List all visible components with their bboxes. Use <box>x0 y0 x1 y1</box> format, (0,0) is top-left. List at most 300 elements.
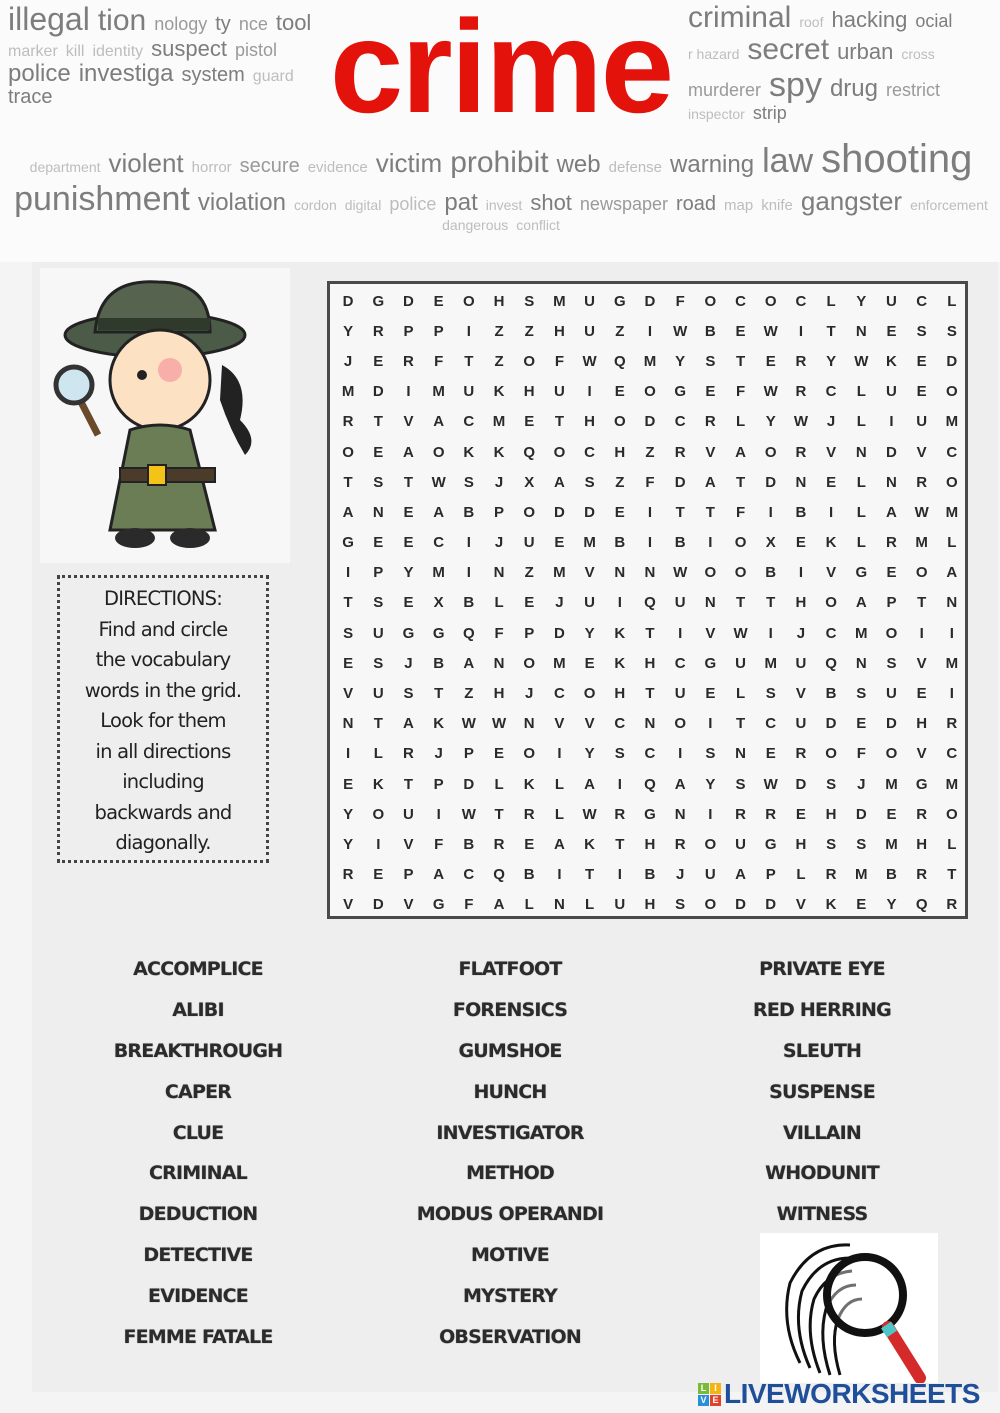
grid-cell[interactable]: I <box>708 805 713 823</box>
grid-cell[interactable]: E <box>886 564 897 582</box>
grid-cell[interactable]: A <box>704 473 716 491</box>
grid-cell[interactable]: R <box>916 866 928 884</box>
grid-cell[interactable]: Q <box>613 352 626 370</box>
grid-cell[interactable]: D <box>795 775 807 793</box>
grid-cell[interactable]: I <box>949 685 954 703</box>
grid-cell[interactable]: C <box>916 292 928 310</box>
grid-cell[interactable]: E <box>614 383 625 401</box>
grid-cell[interactable]: O <box>946 473 958 491</box>
grid-cell[interactable]: H <box>644 654 656 672</box>
grid-cell[interactable]: O <box>644 383 656 401</box>
grid-cell[interactable]: B <box>704 322 716 340</box>
grid-cell[interactable]: B <box>523 866 535 884</box>
grid-cell[interactable]: E <box>916 352 927 370</box>
grid-cell[interactable]: V <box>554 715 565 733</box>
grid-cell[interactable]: Y <box>765 413 776 431</box>
grid-cell[interactable]: W <box>673 564 688 582</box>
grid-cell[interactable]: F <box>675 292 685 310</box>
grid-cell[interactable]: U <box>674 685 686 703</box>
grid-cell[interactable]: E <box>856 715 867 733</box>
grid-cell[interactable]: R <box>916 473 928 491</box>
grid-cell[interactable]: V <box>705 624 716 642</box>
grid-cell[interactable]: Z <box>645 443 655 461</box>
grid-cell[interactable]: R <box>916 805 928 823</box>
grid-cell[interactable]: M <box>885 835 898 853</box>
grid-cell[interactable]: I <box>647 503 653 521</box>
grid-cell[interactable]: M <box>553 654 566 672</box>
grid-cell[interactable]: H <box>795 594 807 612</box>
grid-cell[interactable]: B <box>463 835 475 853</box>
grid-cell[interactable]: R <box>946 896 958 914</box>
grid-cell[interactable]: L <box>856 503 866 521</box>
grid-cell[interactable]: J <box>555 594 564 612</box>
grid-cell[interactable]: V <box>705 443 716 461</box>
grid-cell[interactable]: N <box>674 805 686 823</box>
grid-cell[interactable]: G <box>342 534 354 552</box>
grid-cell[interactable]: M <box>945 654 959 672</box>
grid-cell[interactable]: V <box>826 443 837 461</box>
grid-cell[interactable]: A <box>463 654 475 672</box>
grid-cell[interactable]: K <box>493 443 505 461</box>
grid-cell[interactable]: V <box>795 896 806 914</box>
grid-cell[interactable]: O <box>342 443 354 461</box>
grid-cell[interactable]: I <box>376 835 381 853</box>
grid-cell[interactable]: O <box>523 352 536 370</box>
grid-cell[interactable]: M <box>915 534 928 552</box>
grid-cell[interactable]: L <box>585 896 595 914</box>
grid-cell[interactable]: E <box>705 685 716 703</box>
grid-cell[interactable]: T <box>917 594 927 612</box>
grid-cell[interactable]: C <box>463 866 475 884</box>
grid-cell[interactable]: Y <box>675 352 686 370</box>
grid-cell[interactable]: A <box>342 503 354 521</box>
grid-cell[interactable]: N <box>493 564 505 582</box>
grid-cell[interactable]: A <box>433 413 445 431</box>
grid-cell[interactable]: I <box>466 534 471 552</box>
grid-cell[interactable]: M <box>764 654 777 672</box>
grid-cell[interactable]: L <box>826 292 836 310</box>
grid-cell[interactable]: E <box>373 866 384 884</box>
grid-cell[interactable]: S <box>403 685 414 703</box>
grid-cell[interactable]: A <box>886 503 897 521</box>
grid-cell[interactable]: E <box>433 292 444 310</box>
grid-cell[interactable]: H <box>644 896 656 914</box>
grid-cell[interactable]: S <box>373 473 384 491</box>
grid-cell[interactable]: T <box>494 805 504 823</box>
grid-cell[interactable]: H <box>614 443 626 461</box>
grid-cell[interactable]: P <box>494 503 505 521</box>
grid-cell[interactable]: W <box>461 805 476 823</box>
grid-cell[interactable]: U <box>372 624 384 642</box>
grid-cell[interactable]: B <box>825 685 837 703</box>
grid-cell[interactable]: E <box>765 352 776 370</box>
grid-cell[interactable]: G <box>855 564 868 582</box>
grid-cell[interactable]: S <box>856 835 867 853</box>
grid-cell[interactable]: L <box>735 413 746 431</box>
grid-cell[interactable]: I <box>466 564 471 582</box>
grid-cell[interactable]: E <box>826 473 837 491</box>
grid-cell[interactable]: H <box>493 292 505 310</box>
grid-cell[interactable]: O <box>613 413 626 431</box>
grid-cell[interactable]: N <box>523 715 535 733</box>
grid-cell[interactable]: I <box>949 624 954 642</box>
grid-cell[interactable]: J <box>675 866 685 884</box>
grid-cell[interactable]: W <box>582 352 597 370</box>
grid-cell[interactable]: G <box>915 775 928 793</box>
grid-cell[interactable]: F <box>645 473 655 491</box>
grid-cell[interactable]: B <box>463 594 475 612</box>
grid-cell[interactable]: C <box>584 443 596 461</box>
grid-cell[interactable]: M <box>945 413 959 431</box>
grid-cell[interactable]: D <box>553 503 565 521</box>
grid-cell[interactable]: Q <box>523 443 536 461</box>
grid-cell[interactable]: L <box>856 413 866 431</box>
grid-cell[interactable]: I <box>678 624 683 642</box>
grid-cell[interactable]: F <box>735 503 746 521</box>
grid-cell[interactable]: H <box>523 383 535 401</box>
grid-cell[interactable]: H <box>614 685 626 703</box>
grid-cell[interactable]: V <box>826 564 837 582</box>
grid-cell[interactable]: V <box>403 413 414 431</box>
grid-cell[interactable]: T <box>554 413 564 431</box>
grid-cell[interactable]: N <box>946 594 958 612</box>
grid-cell[interactable]: I <box>466 322 471 340</box>
grid-cell[interactable]: J <box>343 352 353 370</box>
grid-cell[interactable]: L <box>735 685 746 703</box>
grid-cell[interactable]: J <box>494 534 504 552</box>
grid-cell[interactable]: R <box>372 322 384 340</box>
grid-cell[interactable]: A <box>403 715 414 733</box>
grid-cell[interactable]: U <box>584 322 596 340</box>
grid-cell[interactable]: E <box>524 413 535 431</box>
grid-cell[interactable]: I <box>557 745 562 763</box>
grid-cell[interactable]: D <box>825 715 837 733</box>
grid-cell[interactable]: Z <box>615 473 625 491</box>
grid-cell[interactable]: D <box>644 292 656 310</box>
grid-cell[interactable]: W <box>763 383 778 401</box>
grid-cell[interactable]: B <box>765 564 777 582</box>
grid-cell[interactable]: N <box>855 322 867 340</box>
grid-cell[interactable]: L <box>947 292 957 310</box>
grid-cell[interactable]: Z <box>494 352 504 370</box>
grid-cell[interactable]: T <box>735 594 746 612</box>
grid-cell[interactable]: R <box>342 413 354 431</box>
grid-cell[interactable]: D <box>765 896 777 914</box>
grid-cell[interactable]: T <box>735 473 746 491</box>
grid-cell[interactable]: Z <box>524 564 534 582</box>
grid-cell[interactable]: O <box>885 745 898 763</box>
grid-cell[interactable]: U <box>704 866 716 884</box>
grid-cell[interactable]: M <box>432 383 445 401</box>
grid-cell[interactable]: T <box>645 624 655 642</box>
grid-cell[interactable]: U <box>523 534 535 552</box>
liveworksheets-logo[interactable] <box>698 1378 980 1410</box>
grid-cell[interactable]: O <box>674 715 686 733</box>
grid-cell[interactable]: H <box>825 805 837 823</box>
grid-cell[interactable]: I <box>708 534 713 552</box>
grid-cell[interactable]: R <box>795 352 807 370</box>
grid-cell[interactable]: R <box>946 715 958 733</box>
grid-cell[interactable]: E <box>343 775 354 793</box>
grid-cell[interactable]: I <box>647 322 653 340</box>
grid-cell[interactable]: A <box>403 443 414 461</box>
grid-cell[interactable]: N <box>644 564 656 582</box>
grid-cell[interactable]: D <box>372 383 384 401</box>
grid-cell[interactable]: R <box>825 866 837 884</box>
grid-cell[interactable]: H <box>916 715 928 733</box>
grid-cell[interactable]: U <box>674 594 686 612</box>
grid-cell[interactable]: L <box>524 896 534 914</box>
grid-cell[interactable]: K <box>463 443 475 461</box>
grid-cell[interactable]: S <box>584 473 595 491</box>
grid-cell[interactable]: I <box>617 775 622 793</box>
grid-cell[interactable]: C <box>433 534 445 552</box>
grid-cell[interactable]: X <box>524 473 535 491</box>
grid-cell[interactable]: A <box>584 775 596 793</box>
grid-cell[interactable]: B <box>463 503 475 521</box>
grid-cell[interactable]: T <box>705 503 715 521</box>
grid-cell[interactable]: D <box>674 473 686 491</box>
grid-cell[interactable]: S <box>675 896 686 914</box>
grid-cell[interactable]: P <box>886 594 897 612</box>
grid-cell[interactable]: U <box>614 896 626 914</box>
grid-cell[interactable]: Y <box>886 896 897 914</box>
grid-cell[interactable]: O <box>764 292 777 310</box>
grid-cell[interactable]: Q <box>825 654 837 672</box>
grid-cell[interactable]: T <box>766 594 776 612</box>
grid-cell[interactable]: R <box>493 835 505 853</box>
grid-cell[interactable]: D <box>463 775 475 793</box>
grid-cell[interactable]: R <box>614 805 626 823</box>
grid-cell[interactable]: W <box>914 503 929 521</box>
grid-cell[interactable]: G <box>372 292 385 310</box>
grid-cell[interactable]: D <box>553 624 565 642</box>
grid-cell[interactable]: C <box>674 654 686 672</box>
grid-cell[interactable]: V <box>403 896 414 914</box>
grid-cell[interactable]: C <box>825 383 837 401</box>
grid-cell[interactable]: O <box>372 805 385 823</box>
grid-cell[interactable]: C <box>553 685 565 703</box>
grid-cell[interactable]: T <box>585 866 595 884</box>
grid-cell[interactable]: C <box>946 443 958 461</box>
grid-cell[interactable]: G <box>644 805 656 823</box>
grid-cell[interactable]: I <box>346 745 351 763</box>
grid-cell[interactable]: Q <box>644 775 656 793</box>
grid-cell[interactable]: B <box>614 534 626 552</box>
grid-cell[interactable]: N <box>342 715 354 733</box>
grid-cell[interactable]: J <box>525 685 534 703</box>
grid-cell[interactable]: S <box>886 654 897 672</box>
grid-cell[interactable]: T <box>343 473 353 491</box>
grid-cell[interactable]: M <box>583 534 596 552</box>
grid-cell[interactable]: D <box>886 443 897 461</box>
grid-cell[interactable]: O <box>825 745 837 763</box>
grid-cell[interactable]: K <box>433 715 445 733</box>
grid-cell[interactable]: D <box>735 896 746 914</box>
grid-cell[interactable]: K <box>584 835 596 853</box>
grid-cell[interactable]: S <box>705 745 716 763</box>
grid-cell[interactable]: G <box>613 292 626 310</box>
grid-cell[interactable]: I <box>678 745 683 763</box>
grid-cell[interactable]: I <box>557 866 562 884</box>
grid-cell[interactable]: S <box>705 352 716 370</box>
grid-cell[interactable]: M <box>885 775 898 793</box>
grid-cell[interactable]: L <box>554 805 564 823</box>
grid-cell[interactable]: F <box>494 624 504 642</box>
grid-cell[interactable]: F <box>554 352 564 370</box>
grid-cell[interactable]: A <box>433 866 445 884</box>
grid-cell[interactable]: I <box>829 503 834 521</box>
grid-cell[interactable]: W <box>491 715 507 733</box>
grid-cell[interactable]: I <box>406 383 411 401</box>
grid-cell[interactable]: V <box>343 896 354 914</box>
grid-cell[interactable]: S <box>463 473 474 491</box>
grid-cell[interactable]: U <box>916 413 928 431</box>
grid-cell[interactable]: T <box>645 685 655 703</box>
grid-cell[interactable]: T <box>464 352 474 370</box>
grid-cell[interactable]: R <box>523 805 535 823</box>
grid-cell[interactable]: R <box>342 866 354 884</box>
grid-cell[interactable]: U <box>584 292 596 310</box>
grid-cell[interactable]: W <box>733 624 748 642</box>
grid-cell[interactable]: Q <box>493 866 505 884</box>
grid-cell[interactable]: R <box>795 745 807 763</box>
grid-cell[interactable]: I <box>346 564 351 582</box>
grid-cell[interactable]: R <box>403 352 414 370</box>
grid-cell[interactable]: S <box>946 322 957 340</box>
grid-cell[interactable]: T <box>403 473 414 491</box>
grid-cell[interactable]: U <box>372 685 384 703</box>
grid-cell[interactable]: O <box>915 564 928 582</box>
grid-cell[interactable]: Z <box>524 322 534 340</box>
grid-cell[interactable]: E <box>795 805 806 823</box>
grid-cell[interactable]: P <box>524 624 535 642</box>
grid-cell[interactable]: Y <box>856 292 867 310</box>
grid-cell[interactable]: U <box>735 654 746 672</box>
grid-cell[interactable]: S <box>735 775 746 793</box>
grid-cell[interactable]: S <box>916 322 927 340</box>
grid-cell[interactable]: C <box>765 715 777 733</box>
grid-cell[interactable]: R <box>403 745 414 763</box>
grid-cell[interactable]: B <box>795 503 807 521</box>
grid-cell[interactable]: I <box>587 383 592 401</box>
grid-cell[interactable]: N <box>855 443 867 461</box>
grid-cell[interactable]: V <box>584 564 595 582</box>
grid-cell[interactable]: W <box>673 322 688 340</box>
grid-cell[interactable]: A <box>493 896 505 914</box>
grid-cell[interactable]: S <box>614 745 625 763</box>
grid-cell[interactable]: G <box>764 835 777 853</box>
grid-cell[interactable]: C <box>674 413 686 431</box>
grid-cell[interactable]: V <box>916 745 927 763</box>
grid-cell[interactable]: I <box>768 624 773 642</box>
grid-cell[interactable]: E <box>765 745 776 763</box>
grid-cell[interactable]: L <box>947 534 957 552</box>
grid-cell[interactable]: R <box>735 805 746 823</box>
grid-cell[interactable]: B <box>644 866 656 884</box>
grid-cell[interactable]: M <box>945 503 959 521</box>
grid-cell[interactable]: M <box>855 624 868 642</box>
grid-cell[interactable]: J <box>826 413 836 431</box>
grid-cell[interactable]: J <box>796 624 806 642</box>
grid-cell[interactable]: U <box>886 685 897 703</box>
grid-cell[interactable]: S <box>856 685 867 703</box>
grid-cell[interactable]: L <box>856 473 866 491</box>
grid-cell[interactable]: V <box>343 685 354 703</box>
grid-cell[interactable]: E <box>343 654 354 672</box>
grid-cell[interactable]: K <box>372 775 384 793</box>
grid-cell[interactable]: T <box>735 352 746 370</box>
grid-cell[interactable]: M <box>945 775 959 793</box>
grid-cell[interactable]: S <box>373 594 384 612</box>
grid-cell[interactable]: O <box>704 292 717 310</box>
grid-cell[interactable]: L <box>494 594 504 612</box>
grid-cell[interactable]: T <box>826 322 836 340</box>
grid-cell[interactable]: E <box>373 443 384 461</box>
grid-cell[interactable]: I <box>647 534 653 552</box>
grid-cell[interactable]: R <box>674 835 686 853</box>
grid-cell[interactable]: G <box>704 654 717 672</box>
grid-cell[interactable]: V <box>584 715 595 733</box>
grid-cell[interactable]: P <box>765 866 776 884</box>
grid-cell[interactable]: V <box>795 685 806 703</box>
grid-cell[interactable]: W <box>793 413 808 431</box>
grid-cell[interactable]: I <box>798 564 803 582</box>
grid-cell[interactable]: A <box>674 775 686 793</box>
grid-cell[interactable]: O <box>704 564 717 582</box>
grid-cell[interactable]: Q <box>915 896 928 914</box>
grid-cell[interactable]: M <box>341 383 355 401</box>
grid-cell[interactable]: U <box>553 383 565 401</box>
grid-cell[interactable]: M <box>553 292 566 310</box>
grid-cell[interactable]: O <box>704 896 717 914</box>
grid-cell[interactable]: O <box>523 654 536 672</box>
grid-cell[interactable]: S <box>826 775 837 793</box>
grid-cell[interactable]: D <box>946 352 958 370</box>
grid-cell[interactable]: J <box>494 473 504 491</box>
grid-cell[interactable]: Q <box>463 624 475 642</box>
grid-cell[interactable]: S <box>524 292 535 310</box>
grid-cell[interactable]: Y <box>403 564 414 582</box>
grid-cell[interactable]: Y <box>343 835 354 853</box>
grid-cell[interactable]: N <box>644 715 656 733</box>
grid-cell[interactable]: N <box>855 654 867 672</box>
grid-cell[interactable]: P <box>433 775 444 793</box>
grid-cell[interactable]: C <box>795 292 807 310</box>
grid-cell[interactable]: L <box>554 775 564 793</box>
grid-cell[interactable]: E <box>403 503 414 521</box>
grid-cell[interactable]: R <box>886 534 897 552</box>
grid-cell[interactable]: D <box>342 292 354 310</box>
grid-cell[interactable]: M <box>855 866 868 884</box>
grid-cell[interactable]: I <box>919 624 924 642</box>
grid-cell[interactable]: P <box>403 322 414 340</box>
grid-cell[interactable]: F <box>856 745 866 763</box>
grid-cell[interactable]: D <box>765 473 777 491</box>
grid-cell[interactable]: O <box>463 292 475 310</box>
grid-cell[interactable]: J <box>434 745 443 763</box>
grid-cell[interactable]: H <box>553 322 565 340</box>
grid-cell[interactable]: N <box>886 473 897 491</box>
grid-cell[interactable]: G <box>432 624 445 642</box>
grid-cell[interactable]: I <box>889 413 894 431</box>
grid-cell[interactable]: H <box>795 835 807 853</box>
grid-cell[interactable]: W <box>461 715 476 733</box>
grid-cell[interactable]: V <box>916 443 927 461</box>
grid-cell[interactable]: L <box>494 775 504 793</box>
grid-cell[interactable]: Z <box>494 322 504 340</box>
grid-cell[interactable]: E <box>886 322 897 340</box>
